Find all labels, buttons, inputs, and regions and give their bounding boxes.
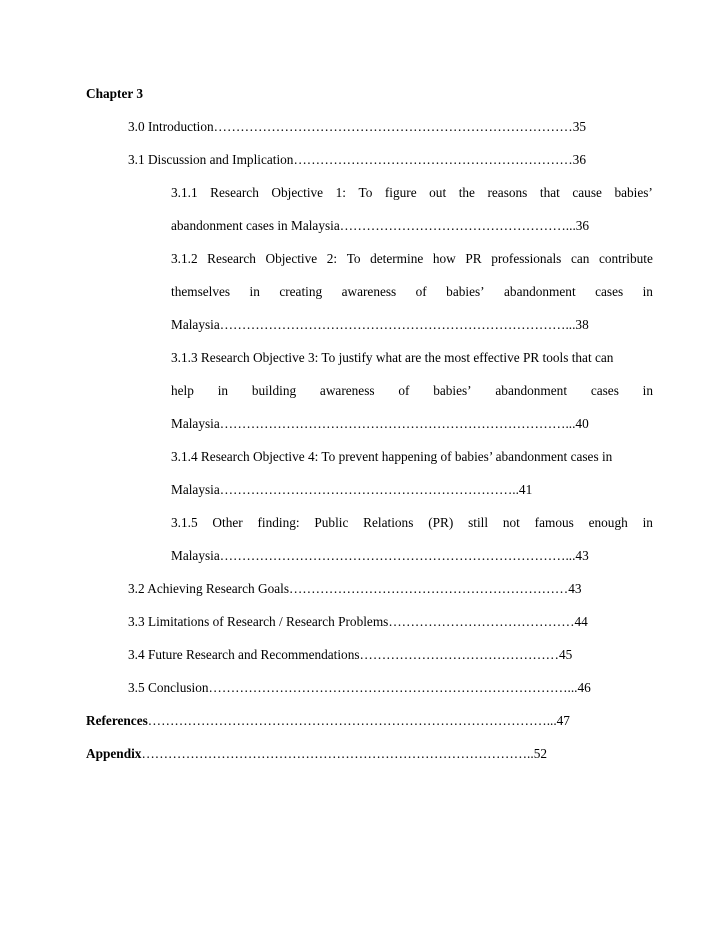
word: in <box>642 383 653 398</box>
word: babies’ <box>614 185 653 200</box>
toc-entry-3-1-5-line1 <box>171 515 653 531</box>
word: themselves <box>171 284 231 299</box>
word: babies’ <box>446 284 485 299</box>
references-label: References <box>86 713 148 728</box>
word: famous <box>534 515 574 530</box>
toc-entry-3-4: 3.4 Future Research and Recommendations………………………………………45 <box>128 647 573 662</box>
toc-entry-3-1-5-line2: Malaysia……………………………………………………………………...43 <box>171 548 589 563</box>
chapter-heading: Chapter 3 <box>86 86 144 101</box>
word: building <box>251 383 297 398</box>
word: professionals <box>491 251 562 266</box>
word: help <box>171 383 194 398</box>
toc-entry-3-1-4-line2: Malaysia…………………………………………………………..41 <box>171 482 533 497</box>
word: contribute <box>598 251 653 266</box>
word: cases <box>595 284 624 299</box>
word: cause <box>572 185 602 200</box>
appendix-leader: ……………………………………………………………………………..52 <box>141 746 547 761</box>
word: how <box>432 251 456 266</box>
word: in <box>642 515 653 530</box>
toc-entry-3-1-3-line2 <box>171 383 653 399</box>
word: finding: <box>257 515 300 530</box>
toc-entry-3-0: 3.0 Introduction………………………………………………………………………35 <box>128 119 586 134</box>
toc-entry-3-1-1-line1 <box>171 185 653 201</box>
word: Research <box>207 251 256 266</box>
word: still <box>468 515 489 530</box>
toc-entry-3-1-3-line1: 3.1.3 Research Objective 3: To justify what are the most effective PR tools that can <box>171 350 614 365</box>
word: awareness <box>341 284 397 299</box>
word: 2: <box>326 251 338 266</box>
word: Relations <box>363 515 414 530</box>
word: not <box>502 515 520 530</box>
toc-entry-3-5: 3.5 Conclusion………………………………………………………………………...46 <box>128 680 591 695</box>
word: Other <box>212 515 243 530</box>
word: the <box>458 185 475 200</box>
word: enough <box>588 515 628 530</box>
word: reasons <box>487 185 528 200</box>
appendix-label: Appendix <box>86 746 142 761</box>
word: 3.1.1 <box>171 185 198 200</box>
toc-entry-3-1-2-line2 <box>171 284 653 300</box>
word: can <box>570 251 590 266</box>
word: Objective <box>271 185 324 200</box>
toc-entry-3-1-3-line3: Malaysia……………………………………………………………………...40 <box>171 416 589 431</box>
toc-entry-3-1-4-line1: 3.1.4 Research Objective 4: To prevent happening of babies’ abandonment cases in <box>171 449 613 464</box>
word: 3.1.2 <box>171 251 198 266</box>
word: in <box>249 284 260 299</box>
word: Public <box>314 515 349 530</box>
toc-entry-references <box>86 713 570 729</box>
word: of <box>415 284 427 299</box>
toc-entry-3-2: 3.2 Achieving Research Goals………………………………………………………43 <box>128 581 582 596</box>
word: PR <box>465 251 482 266</box>
word: determine <box>370 251 424 266</box>
word: To <box>346 251 361 266</box>
word: cases <box>590 383 619 398</box>
toc-entry-3-1-2-line1 <box>171 251 653 267</box>
toc-entry-3-1-2-line3: Malaysia……………………………………………………………………...38 <box>171 317 589 332</box>
word: babies’ <box>433 383 472 398</box>
word: awareness <box>319 383 375 398</box>
word: abandonment <box>495 383 568 398</box>
word: in <box>642 284 653 299</box>
word: Objective <box>265 251 318 266</box>
references-leader: ………………………………………………………………………………...47 <box>147 713 570 728</box>
toc-entry-3-1: 3.1 Discussion and Implication………………………………………………………36 <box>128 152 586 167</box>
word: abandonment <box>504 284 576 299</box>
word: in <box>217 383 229 398</box>
word: creating <box>279 284 323 299</box>
word: figure <box>384 185 417 200</box>
word: (PR) <box>428 515 454 530</box>
toc-entry-3-1-1-line2: abandonment cases in Malaysia……………………………………………...36 <box>171 218 590 233</box>
word: To <box>358 185 373 200</box>
toc-entry-3-3: 3.3 Limitations of Research / Research Problems……………………………………44 <box>128 614 588 629</box>
word: 1: <box>335 185 346 200</box>
word: out <box>429 185 447 200</box>
word: that <box>539 185 560 200</box>
word: of <box>398 383 410 398</box>
word: 3.1.5 <box>171 515 198 530</box>
toc-entry-appendix <box>86 746 547 762</box>
word: Research <box>210 185 259 200</box>
